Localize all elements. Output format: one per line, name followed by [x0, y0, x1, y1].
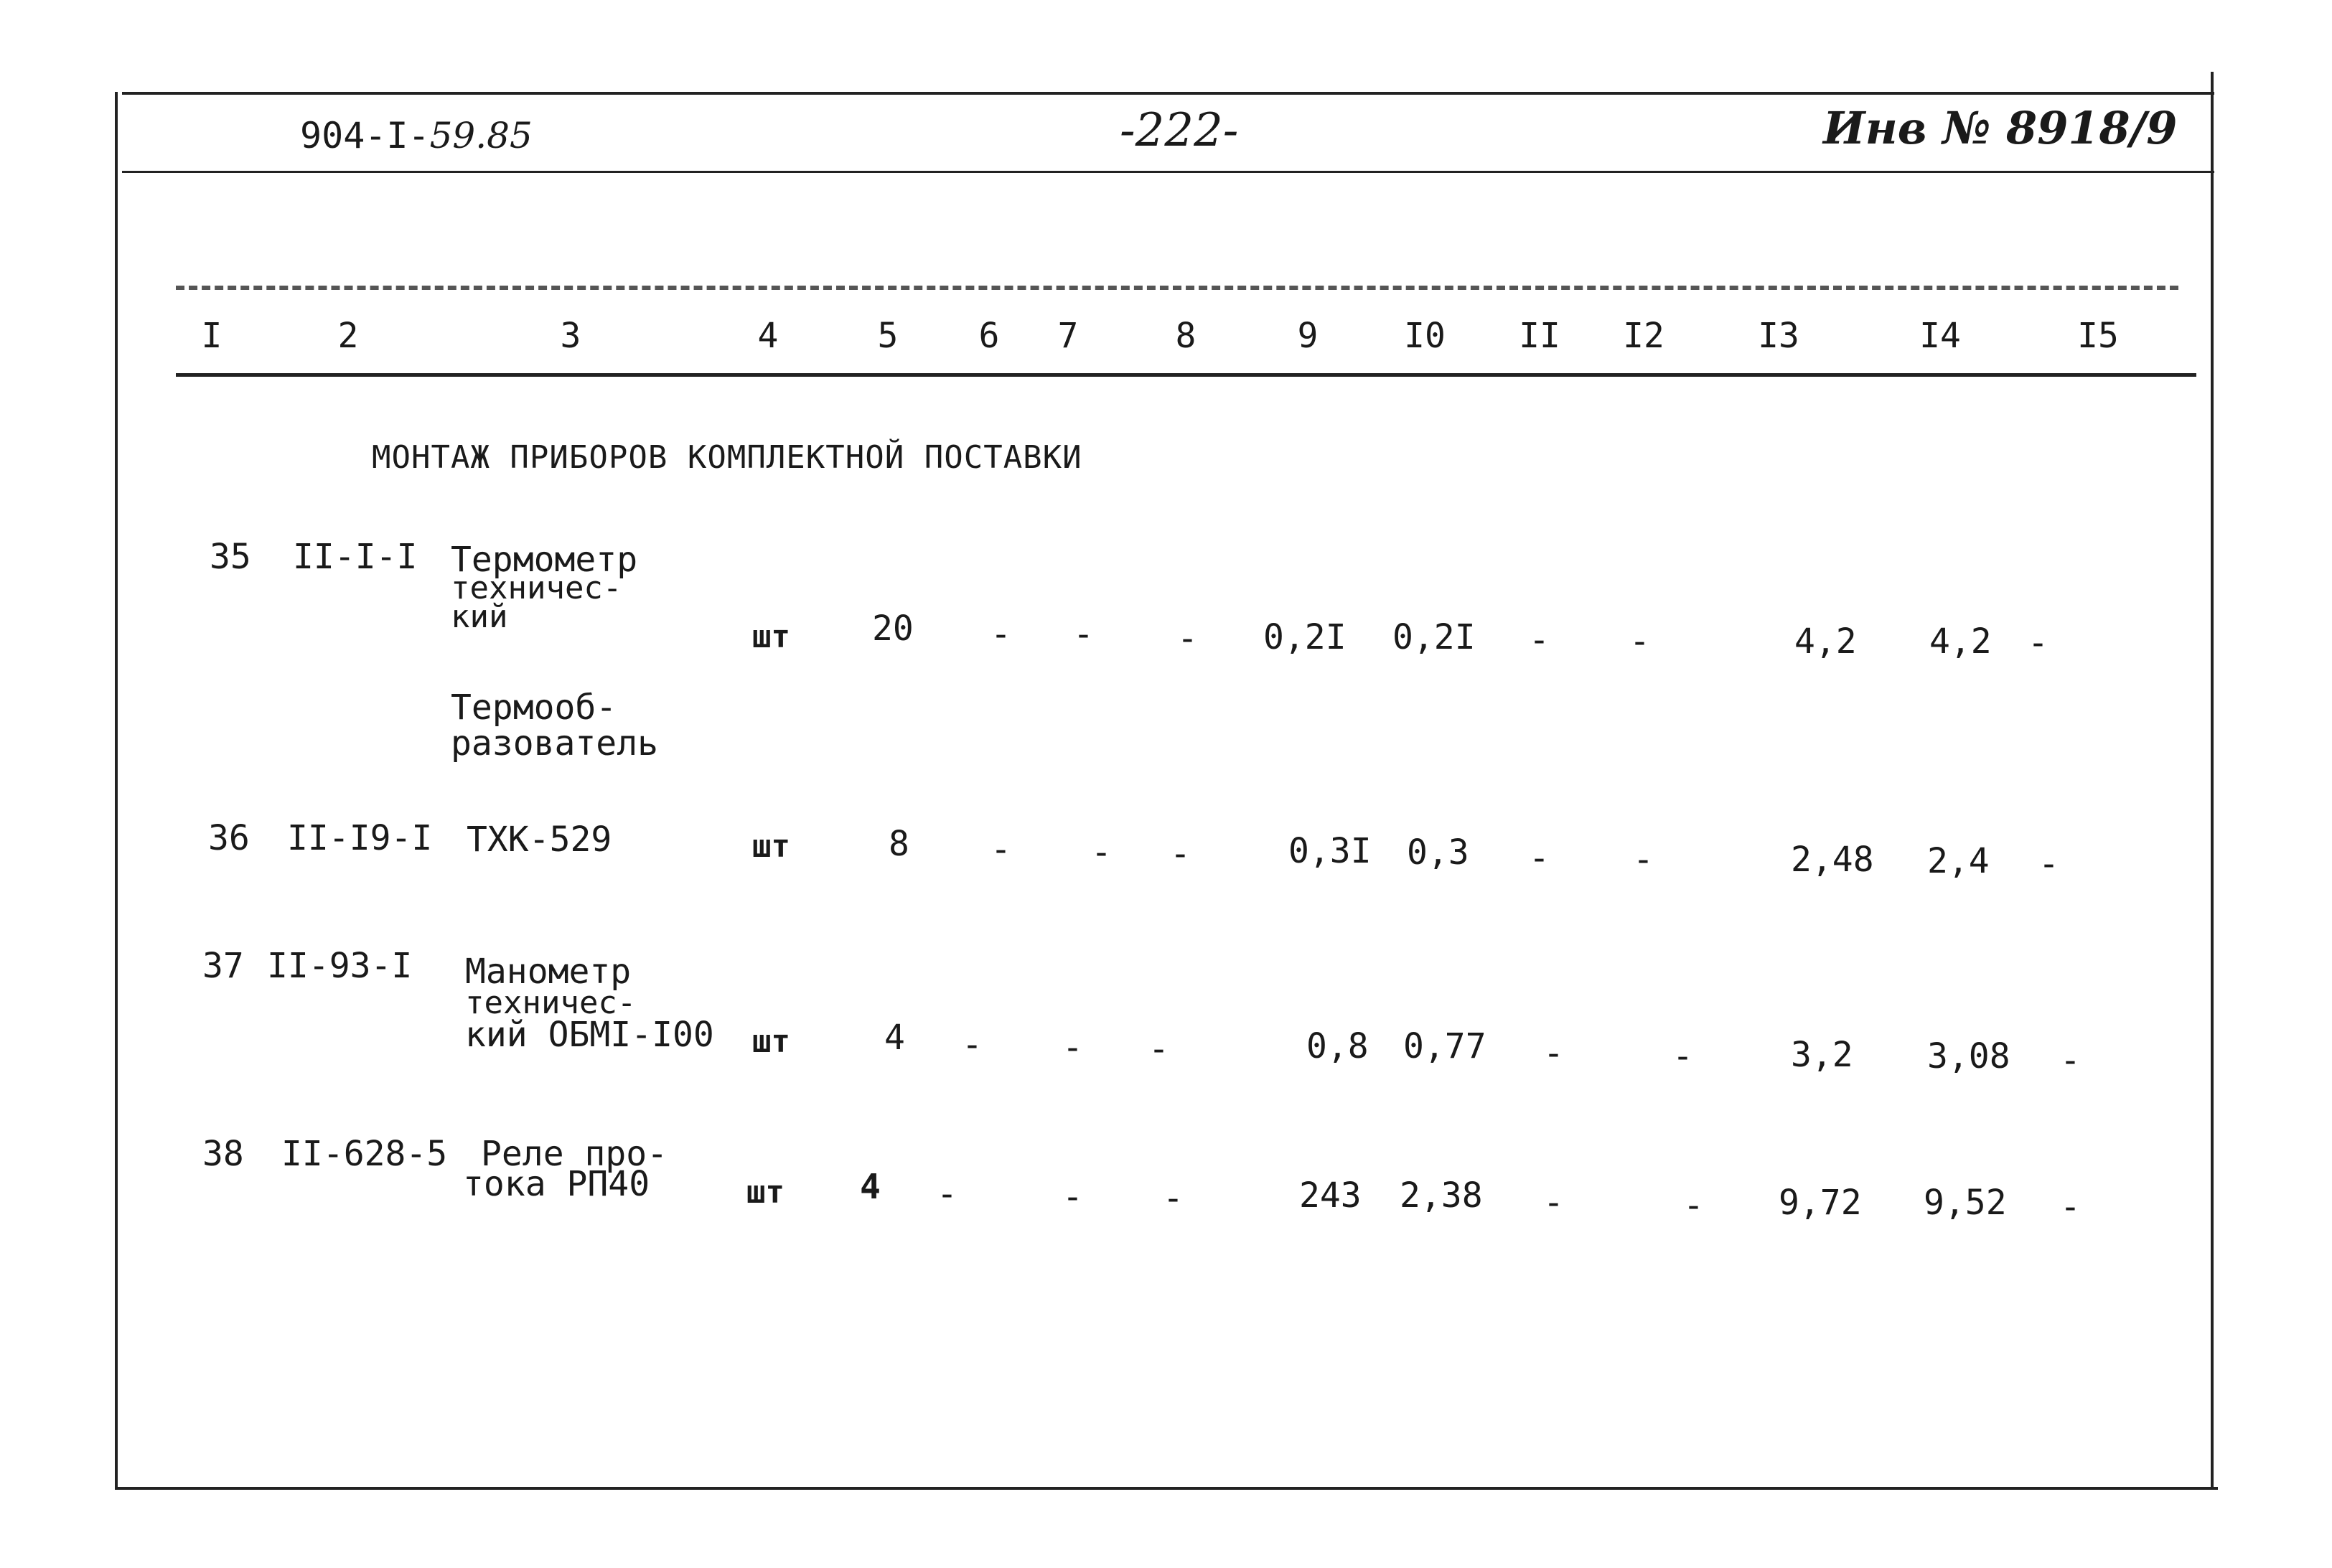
column-header: II [1519, 316, 1560, 356]
document-code [300, 115, 533, 156]
row-name-line: ТХК-529 [467, 820, 612, 860]
row-col15: - [2028, 623, 2048, 663]
row-col7: - [1062, 1028, 1083, 1068]
row-name-line: техничес- [451, 570, 622, 606]
column-header: 3 [560, 316, 581, 356]
row-col6: - [937, 1174, 957, 1214]
row-name-line: кий ОБМI-I00 [465, 1015, 714, 1055]
row-col13: 2,48 [1791, 840, 1874, 880]
row-name-line: тока РП40 [463, 1164, 650, 1204]
header-rule [122, 171, 2214, 173]
column-header: 6 [978, 316, 1000, 356]
row-col15: - [2038, 844, 2059, 884]
row-col6: - [991, 830, 1011, 870]
row-col14: 4,2 [1929, 621, 1992, 662]
column-header-top-rule [176, 286, 2178, 290]
row-col11: - [1543, 1033, 1564, 1074]
row-col14: 3,08 [1927, 1036, 2010, 1076]
row-unit: шт [752, 619, 790, 655]
row-col15: - [2060, 1187, 2081, 1227]
row-quantity: 4 [884, 1018, 905, 1058]
row-name-line: Манометр [465, 952, 632, 992]
row-quantity: 20 [872, 609, 914, 649]
row-col12: - [1629, 621, 1650, 662]
row-col8: - [1148, 1029, 1169, 1069]
row-col10: 0,3 [1407, 832, 1469, 873]
column-header: I0 [1404, 316, 1446, 356]
frame-right-border [2211, 72, 2214, 1489]
section-title: МОНТАЖ ПРИБОРОВ КОМПЛЕКТНОЙ ПОСТАВКИ [372, 439, 1082, 476]
inventory-number: Инв № 8918/9 [1823, 102, 2178, 154]
row-col9: 243 [1299, 1175, 1362, 1216]
row-col11: - [1529, 620, 1550, 660]
row-col10: 2,38 [1400, 1175, 1483, 1216]
frame-bottom-border [115, 1487, 2218, 1490]
column-header: I4 [1919, 316, 1961, 356]
frame-left-border [115, 92, 118, 1490]
row-col8: - [1177, 619, 1198, 659]
column-header: 2 [337, 316, 359, 356]
row-col9: 0,8 [1306, 1026, 1369, 1066]
row-col10: 0,2I [1392, 617, 1476, 657]
column-header: 7 [1057, 316, 1079, 356]
row-name-line: кий [451, 598, 508, 635]
row-col14: 2,4 [1927, 841, 1990, 881]
row-col15: - [2060, 1041, 2081, 1081]
column-header: 4 [757, 316, 779, 356]
row-col9: 0,2I [1263, 617, 1347, 657]
row-name-line: разователь [451, 723, 658, 764]
row-unit: шт [752, 828, 790, 865]
page-number: -222- [1120, 104, 1239, 157]
column-header-bottom-rule [176, 373, 2196, 377]
row-col13: 9,72 [1779, 1183, 1862, 1223]
row-col6: - [962, 1025, 983, 1065]
row-col12: - [1633, 840, 1654, 880]
row-col12: - [1683, 1186, 1704, 1226]
row-number: 38 [202, 1134, 244, 1174]
row-code: II-93-I [267, 946, 413, 986]
document-code-handwritten: 59.85 [429, 115, 533, 156]
row-name-line: техничес- [465, 985, 637, 1021]
column-header: 5 [877, 316, 899, 356]
column-header: 8 [1175, 316, 1197, 356]
row-col11: - [1529, 838, 1550, 878]
row-col7: - [1062, 1177, 1083, 1217]
row-number: 36 [208, 818, 250, 858]
row-col12: - [1672, 1036, 1693, 1076]
row-unit: шт [746, 1174, 785, 1211]
row-col8: - [1170, 834, 1191, 874]
document-code-prefix: 904-I- [300, 115, 430, 156]
row-col13: 4,2 [1794, 621, 1857, 662]
row-name-line: Термометр [451, 540, 638, 580]
column-header: I [201, 316, 223, 356]
column-header: I3 [1758, 316, 1799, 356]
row-col14: 9,52 [1924, 1183, 2007, 1223]
row-col8: - [1163, 1178, 1184, 1219]
row-col7: - [1073, 614, 1094, 654]
row-quantity: 8 [889, 824, 909, 864]
row-code: II-I-I [293, 537, 418, 577]
row-col9: 0,3I [1288, 831, 1372, 871]
row-quantity: 4 [860, 1167, 881, 1207]
row-col13: 3,2 [1791, 1035, 1853, 1075]
row-number: 37 [202, 946, 244, 986]
row-number: 35 [210, 537, 251, 577]
row-col7: - [1091, 832, 1112, 873]
row-name-line: Термооб- [451, 687, 617, 728]
row-code: II-628-5 [281, 1134, 448, 1174]
row-col10: 0,77 [1403, 1026, 1486, 1066]
frame-top-border [122, 92, 2214, 95]
row-name-line: Реле про- [481, 1134, 668, 1174]
row-col6: - [991, 614, 1011, 654]
column-header: I2 [1623, 316, 1664, 356]
row-col11: - [1543, 1183, 1564, 1223]
row-code: II-I9-I [287, 818, 433, 858]
row-unit: шт [752, 1023, 790, 1060]
column-header: 9 [1297, 316, 1319, 356]
column-header: I5 [2077, 316, 2119, 356]
